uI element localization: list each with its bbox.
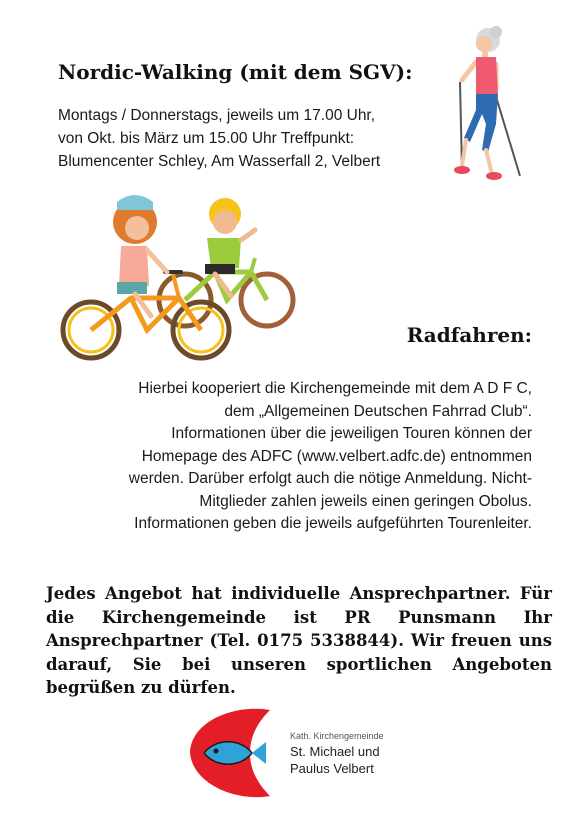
nordic-walking-heading: Nordic-Walking (mit dem SGV): <box>58 60 413 84</box>
contact-line: begrüßen zu dürfen. <box>46 678 236 697</box>
radfahren-line: dem „Allgemeinen Deutschen Fahrrad Club“. <box>224 402 532 420</box>
nordic-walking-woman-illustration <box>448 24 532 186</box>
radfahren-line: werden. Darüber erfolgt auch die nötige Anmeldung. Nicht- <box>128 470 532 487</box>
radfahren-line: Hierbei kooperiert die Kirchengemeinde mit dem A D F C, <box>138 380 532 397</box>
contact-paragraph <box>46 582 552 700</box>
nordic-line: von Okt. bis März um 15.00 Uhr Treffpunkt: <box>58 130 355 147</box>
parish-heart-fish-logo <box>186 706 278 800</box>
radfahren-line: Mitglieder zahlen jeweils einen geringen Obolus. <box>199 492 532 510</box>
logo-subtitle: Kath. Kirchengemeinde <box>290 731 384 741</box>
contact-line: die Kirchengemeinde ist PR Punsmann Ihr <box>46 607 552 627</box>
radfahren-line: Homepage des ADFC (www.velbert.adfc.de) entnommen <box>141 447 532 465</box>
contact-line: Jedes Angebot hat individuelle Ansprechpartner. Für <box>46 584 552 603</box>
contact-line: Ansprechpartner (Tel. 0175 5338844). Wir freuen uns <box>46 631 552 650</box>
nordic-line: Montags / Donnerstags, jeweils um 17.00 Uhr, <box>58 107 376 124</box>
radfahren-heading: Radfahren: <box>406 323 532 347</box>
logo-name-line: St. Michael und <box>290 744 380 759</box>
radfahren-text <box>32 378 532 536</box>
logo-name-line: Paulus Velbert <box>290 761 374 776</box>
nordic-line: Blumencenter Schley, Am Wasserfall 2, Velbert <box>58 153 381 170</box>
radfahren-line: Informationen über die jeweiligen Touren können der <box>171 425 532 442</box>
contact-line: darauf, Sie bei unseren sportlichen Angeboten <box>46 654 552 674</box>
children-cycling-illustration <box>55 188 305 372</box>
radfahren-line: Informationen geben die jeweils aufgeführten Tourenleiter. <box>134 515 532 532</box>
nordic-walking-text <box>58 104 438 173</box>
